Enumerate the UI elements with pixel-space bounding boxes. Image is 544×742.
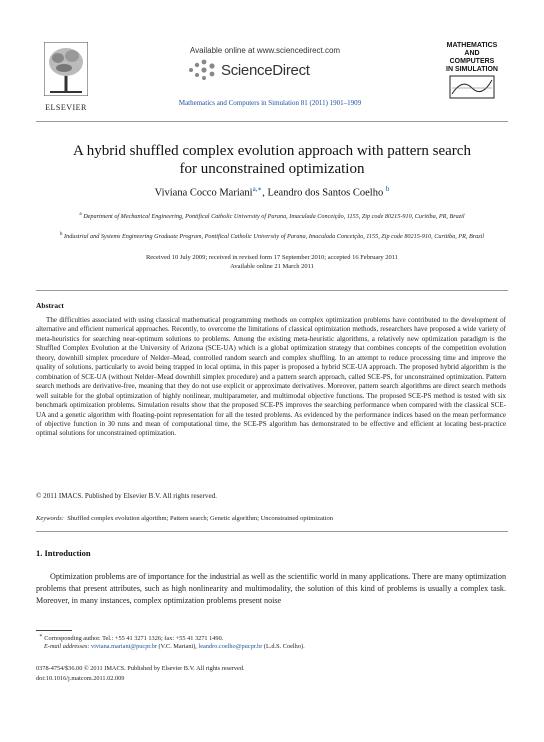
available-online-date: Available online 21 March 2011 (230, 263, 314, 270)
footnote-mark: ∗ (39, 633, 43, 639)
elsevier-logo (36, 40, 96, 112)
author-separator: , (262, 187, 268, 199)
affiliation-b (40, 230, 504, 241)
email-label: E-mail addresses: (44, 643, 90, 650)
journal-logo-line-2: AND (464, 50, 480, 57)
doi-link[interactable]: doi:10.1016/j.matcom.2011.02.009 (36, 675, 125, 682)
sciencedirect-dots-icon (185, 58, 219, 82)
keywords-list: Shuffled complex evolution algorithm; Pattern search; Genetic algorithm; Unconstrained optimization (67, 515, 333, 522)
elsevier-tree-icon (44, 42, 88, 96)
footnote-text: Corresponding author. Tel.: +55 41 3271 1326; fax: +55 41 3271 1490. (42, 635, 224, 643)
affiliation-text: Department of Mechanical Engineering, Pontifical Catholic University of Parana, Imaculada Conceição, 1155, Zip code 80215-910, Curitiba, PR, Brazil (81, 213, 465, 221)
affiliation-mark: a (79, 211, 82, 217)
section-body: Optimization problems are of importance for the industrial as well as the scientific world in many applications. There are many optimization problems that present attributes, such as high nonlinearity and multimodality, the solution of this kind of problems is usually a complex task. Moreover, in many instances, complex optimization problems present noise (36, 572, 506, 606)
header-rule (36, 121, 508, 122)
footnote-rule (36, 630, 72, 631)
affiliation-text: Industrial and Systems Engineering Graduate Program, Pontifical Catholic University of Parana, Imaculada Conceição, 1155, Zip code 80215-910, Curitiba, PR, Brazil (62, 233, 485, 241)
journal-logo-line-3: COMPUTERS (449, 58, 495, 65)
sciencedirect-logo[interactable] (185, 56, 345, 84)
author-name: Viviana Cocco Mariani (154, 187, 253, 199)
author-affiliation-mark[interactable]: a,∗ (252, 185, 263, 193)
corresponding-author-footnote (36, 633, 223, 642)
author-list (36, 185, 508, 199)
available-online-text: Available online at www.sciencedirect.com (189, 46, 341, 55)
abstract-copyright: © 2011 IMACS. Published by Elsevier B.V. All rights reserved. (36, 492, 217, 500)
journal-citation-link[interactable]: Mathematics and Computers in Simulation 81 (2011) 1901–1909 (178, 99, 362, 107)
email-owner: (L.d.S. Coelho). (262, 643, 305, 650)
abstract-bottom-rule (36, 531, 508, 532)
sciencedirect-brand: ScienceDirect (221, 62, 310, 79)
journal-logo-line-1: MATHEMATICS (446, 42, 498, 49)
journal-logo (438, 42, 506, 108)
section-heading: 1. Introduction (36, 548, 91, 558)
issn-line: 0378-4754/$36.00 © 2011 IMACS. Published by Elsevier B.V. All rights reserved. (36, 665, 245, 672)
email-link[interactable]: leandro.coelho@pucpr.br (198, 643, 263, 650)
email-owner: (V.C. Mariani), (156, 643, 199, 650)
author-name: Leandro dos Santos Coelho (267, 187, 384, 199)
affiliation-a (40, 210, 504, 221)
author-affiliation-mark[interactable]: b (385, 185, 390, 193)
article-title-line-2: for unconstrained optimization (179, 161, 365, 177)
keywords-label: Keywords: (36, 515, 64, 522)
article-history (36, 253, 508, 271)
journal-logo-line-4: IN SIMULATION (446, 66, 498, 73)
abstract-heading: Abstract (36, 301, 64, 310)
received-dates: Received 10 July 2009; received in revised form 17 September 2010; accepted 16 February 2011 (145, 254, 399, 261)
article-title-line-1: A hybrid shuffled complex evolution approach with pattern search (73, 143, 471, 159)
abstract-top-rule (36, 290, 508, 291)
elsevier-wordmark: ELSEVIER (45, 103, 87, 112)
affiliation-mark: b (59, 231, 63, 237)
article-title (36, 142, 508, 178)
journal-logo-graphic-icon (438, 74, 506, 104)
abstract-body: The difficulties associated with using classical mathematical programming methods on complex optimization problems have contributed to the development of alternative and efficient numerical approaches. Recently, to overcome the limitations of classical optimization methods, researchers have proposed a wide variety of meta-heuristics for searching near-optimum solutions to problems. Among the existing meta-heuristic algorithms, a relatively new optimization paradigm is the Shuffled Complex Evolution at the University of Arizona (SCE-UA) which is a global optimization strategy that combines concepts of the competition evolution theory, downhill simplex procedure of Nelder–Mead, controlled random search and complex shuffling. In an attempt to reduce processing time and improve the quality of solutions, particularly to avoid being trapped in local optima, in this paper is proposed a hybrid SCE-UA approach. The proposed hybrid algorithm is the combination of SCE-UA (without Nelder–Mead downhill simplex procedure) and a pattern search approach, called SCE-PS, for unconstrained optimization. Pattern search methods are derivative-free, meaning that they do not use explicit or approximate derivatives. Moreover, pattern search algorithms are direct search methods well suitable for the global optimization of highly nonlinear, multiparameter, and multimodal objective functions. The proposed SCE-PS method is tested with six benchmark optimization problems. Simulation results show that the proposed SCE-PS improves the searching performance when compared with the classical SCE-UA and a genetic algorithm with floating-point representation for all the tested problems. As evidenced by the performance indices based on the mean performance of objective function in 30 runs and mean of computational time, the SCE-PS algorithm has demonstrated to be effective and efficient at locating best-practice optimal solutions for unconstrained optimization. (36, 316, 506, 438)
email-link[interactable]: viviana.mariani@pucpr.br (91, 643, 157, 650)
keywords (36, 515, 508, 522)
email-footnote (44, 643, 305, 650)
